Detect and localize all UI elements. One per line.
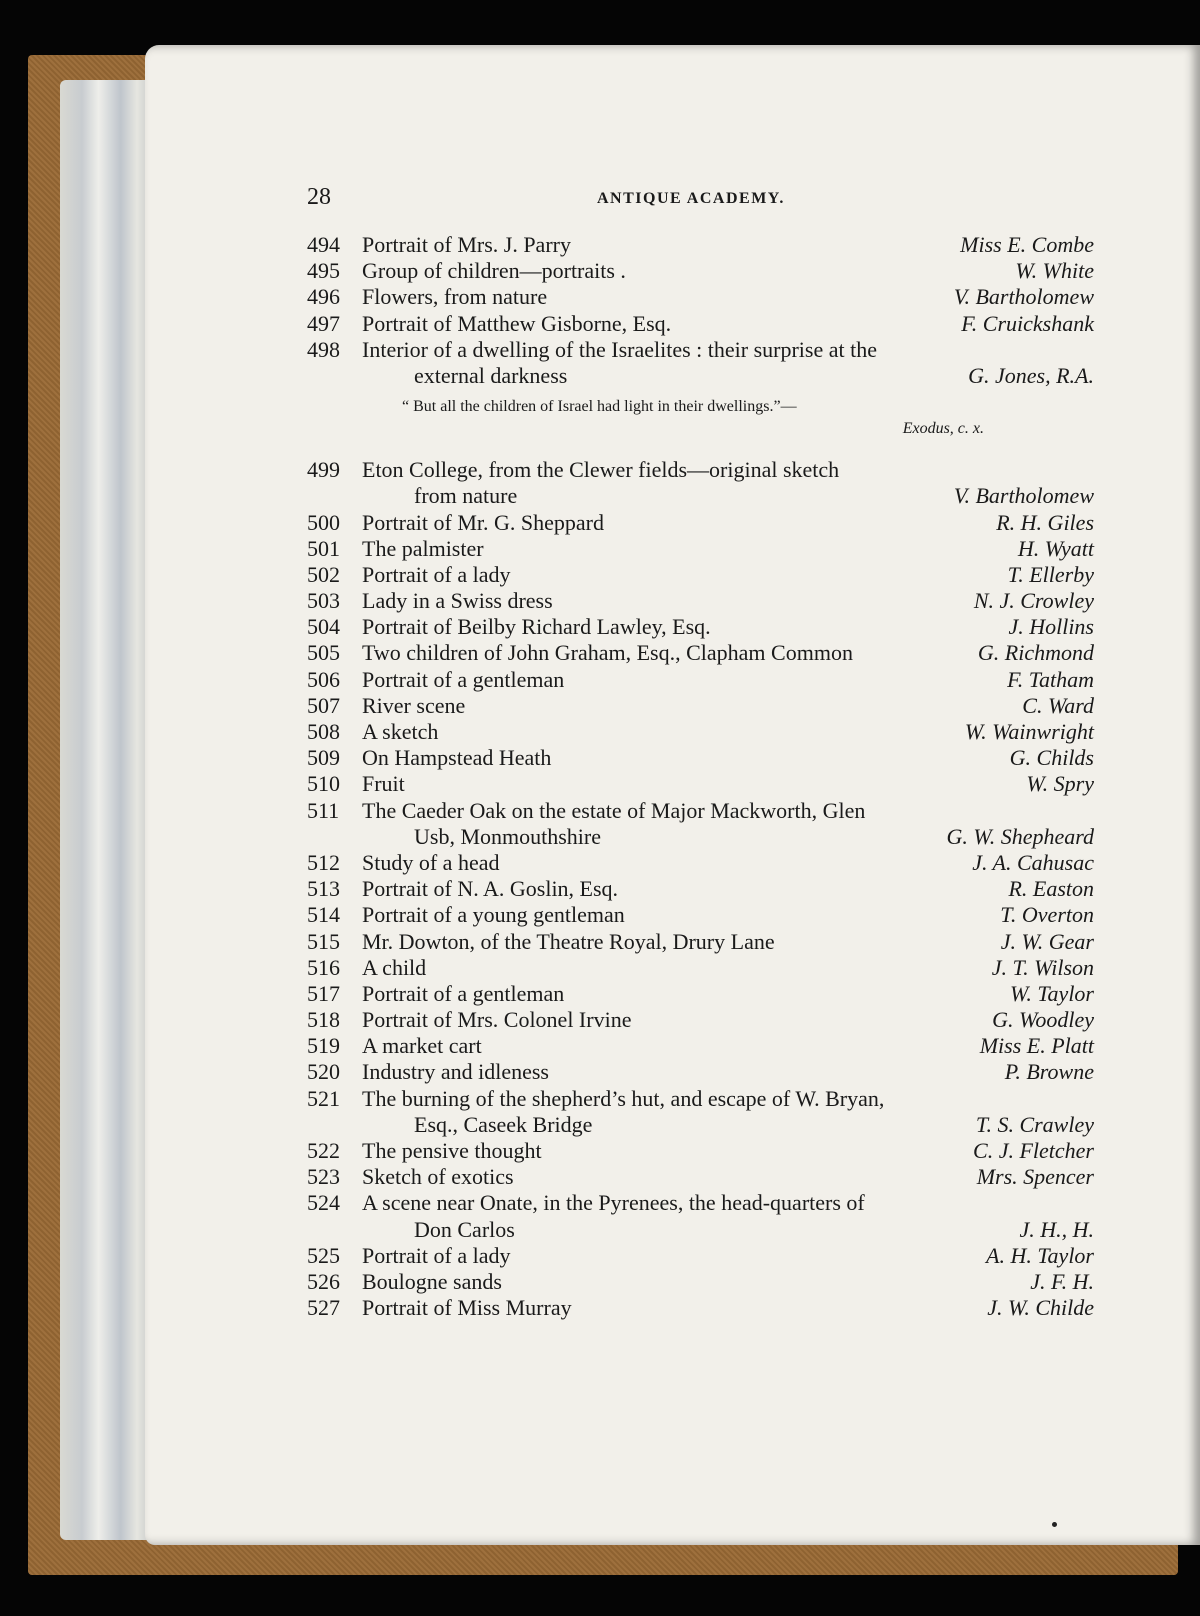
entry-title: Group of children—portraits . [362,258,626,284]
catalogue-entry [307,981,1094,1007]
catalogue-entry [307,745,1094,771]
catalogue-entry [307,876,1094,902]
entry-artist: J. W. Childe [987,1295,1094,1321]
entry-artist: Mrs. Spencer [976,1164,1094,1190]
entry-number: 511 [307,797,340,823]
catalogue-entry [307,284,1094,310]
entry-title: Lady in a Swiss dress [362,588,553,614]
catalogue-entry [307,640,1094,666]
catalogue-entry [307,562,1094,588]
entry-title: Esq., Caseek Bridge [414,1111,593,1137]
entry-artist: P. Browne [1004,1059,1094,1085]
entry-artist: V. Bartholomew [953,483,1094,509]
entry-number: 521 [307,1085,340,1111]
catalogue-entry [307,588,1094,614]
entry-title: Mr. Dowton, of the Theatre Royal, Drury Lane [362,928,775,954]
entry-artist: A. H. Taylor [986,1242,1094,1268]
entry-title: The pensive thought [362,1138,542,1163]
catalogue-entry [307,1164,1094,1190]
entry-title: Portrait of Miss Murray [362,1295,572,1321]
entry-artist: J. Hollins [1008,614,1094,640]
entry-title: On Hampstead Heath [362,745,552,771]
catalogue-entry [307,510,1094,536]
catalogue-entry [307,614,1094,640]
entry-number: 515 [307,928,340,954]
catalogue-entry [307,363,1094,389]
entry-artist: J. H., H. [1019,1216,1094,1242]
entry-title: Interior of a dwelling of the Israelites : their surprise at the [362,336,877,362]
entry-title: Portrait of a lady [362,1242,511,1268]
entry-number: 523 [307,1164,340,1190]
catalogue-entry [307,1007,1094,1033]
catalogue-entry [307,667,1094,693]
catalogue-entry [307,483,1094,509]
entry-number: 509 [307,745,340,771]
entry-title: external darkness [414,362,568,388]
entry-title: Portrait of Matthew Gisborne, Esq. [362,310,672,336]
entry-number: 505 [307,640,340,666]
entry-title: Study of a head [362,849,500,875]
entry-number: 512 [307,849,340,875]
entry-artist: J. T. Wilson [991,954,1094,980]
entry-number: 524 [307,1190,340,1216]
entry-artist: G. Childs [1009,745,1094,771]
catalogue-entry [307,771,1094,797]
entry-number: 508 [307,719,340,744]
entry-number: 507 [307,692,340,718]
catalogue-entry [307,1138,1094,1164]
entry-number: 506 [307,666,340,692]
entry-number: 510 [307,771,340,797]
entry-artist: W. Taylor [1010,980,1094,1006]
entry-number: 514 [307,902,340,928]
entry-title: Portrait of a gentleman [362,666,565,692]
page-header [307,184,1094,214]
catalogue-entry [307,232,1094,258]
catalogue-entry [307,1295,1094,1321]
entry-number: 527 [307,1295,340,1321]
entry-title: Industry and idleness [362,1059,549,1085]
entry-title: The palmister [362,535,484,561]
catalogue-entry [307,457,1094,483]
catalogue-entry [307,1269,1094,1295]
entry-title: A sketch [362,719,439,744]
catalogue-entry [307,1243,1094,1269]
entry-title: The burning of the shepherd’s hut, and escape of W. Bryan, [362,1085,885,1111]
catalogue-entry [307,1086,1094,1112]
entry-title: Portrait of a young gentleman [362,902,625,928]
catalogue-entry [307,1112,1094,1138]
catalogue-entries [307,232,1094,1321]
entry-title: Don Carlos [414,1216,515,1242]
catalogue-entry [307,258,1094,284]
entry-artist: F. Tatham [1007,666,1094,692]
entry-title: Two children of John Graham, Esq., Clapham Common [362,640,853,666]
entry-artist: W. Spry [1026,771,1094,797]
entry-artist: Miss E. Platt [979,1033,1094,1059]
catalogue-entry [307,337,1094,363]
entry-number: 496 [307,284,340,310]
entry-title: A child [362,954,427,980]
entry-number: 504 [307,614,340,640]
entry-artist: W. Wainwright [964,719,1094,744]
entry-number: 520 [307,1059,340,1085]
catalogue-entry [307,1217,1094,1243]
entry-number: 526 [307,1268,340,1294]
page-mark [1052,1522,1057,1527]
entry-artist: R. Easton [1008,876,1094,902]
entry-artist: G. W. Shepheard [946,823,1094,849]
entry-title: from nature [414,483,518,509]
catalogue-entry [307,902,1094,928]
entry-title: Portrait of a gentleman [362,980,565,1006]
entry-number: 525 [307,1242,340,1268]
entry-artist: T. Ellerby [1007,561,1094,587]
entry-number: 498 [307,336,340,362]
catalogue-entry [307,929,1094,955]
entry-title: Portrait of N. A. Goslin, Esq. [362,876,619,902]
entry-number: 501 [307,535,340,561]
catalogue-entry [307,1190,1094,1216]
entry-artist: C. J. Fletcher [973,1138,1094,1163]
entry-artist: J. W. Gear [1000,928,1094,954]
catalogue-entry [307,955,1094,981]
scripture-quote [307,395,1094,449]
entry-number: 495 [307,258,340,284]
catalogue-entry [307,719,1094,745]
entry-artist: T. S. Crawley [975,1111,1094,1137]
entry-artist: C. Ward [1022,692,1094,718]
entry-number: 494 [307,232,340,257]
entry-number: 517 [307,980,340,1006]
entry-title: Portrait of Beilby Richard Lawley, Esq. [362,614,711,640]
catalogue-entry [307,850,1094,876]
entry-artist: N. J. Crowley [973,588,1094,614]
entry-title: Boulogne sands [362,1268,502,1294]
quote-text: “ But all the children of Israel had light in their dwellings.”— [402,398,797,416]
entry-artist: V. Bartholomew [953,284,1094,310]
entry-artist: R. H. Giles [996,509,1094,535]
entry-artist: G. Jones, R.A. [968,362,1094,388]
entry-artist: J. A. Cahusac [972,849,1094,875]
catalogue-entry [307,824,1094,850]
entry-artist: H. Wyatt [1017,535,1094,561]
entry-title: A scene near Onate, in the Pyrenees, the head-quarters of [362,1190,865,1216]
entry-number: 522 [307,1138,340,1163]
entry-title: Portrait of Mrs. Colonel Irvine [362,1007,632,1033]
entry-title: A market cart [362,1033,482,1059]
entry-title: Portrait of a lady [362,561,511,587]
entry-title: Fruit [362,771,405,797]
entry-artist: F. Cruickshank [961,310,1094,336]
entry-artist: Miss E. Combe [960,232,1094,257]
entry-number: 500 [307,509,340,535]
entry-title: The Caeder Oak on the estate of Major Mackworth, Glen [362,797,866,823]
entry-number: 516 [307,954,340,980]
quote-source: Exodus, c. x. [902,420,984,438]
entry-artist: G. Richmond [977,640,1094,666]
entry-number: 519 [307,1033,340,1059]
entry-number: 513 [307,876,340,902]
entry-artist: G. Woodley [992,1007,1094,1033]
entry-title: Usb, Monmouthshire [414,823,601,849]
entry-title: Sketch of exotics [362,1164,514,1190]
entry-number: 502 [307,561,340,587]
page-number: 28 [307,184,331,210]
catalogue-entry [307,1033,1094,1059]
entry-title: Portrait of Mr. G. Sheppard [362,509,604,535]
entry-title: Eton College, from the Clewer fields—original sketch [362,457,840,483]
entry-artist: T. Overton [1000,902,1094,928]
entry-title: Portrait of Mrs. J. Parry [362,232,571,257]
catalogue-entry [307,693,1094,719]
running-title: ANTIQUE ACADEMY. [597,190,785,207]
catalogue-entry [307,1059,1094,1085]
catalogue-entry [307,536,1094,562]
entry-artist: J. F. H. [1030,1268,1094,1294]
catalogue-entry [307,311,1094,337]
entry-number: 503 [307,588,340,614]
entry-number: 499 [307,457,340,483]
entry-title: Flowers, from nature [362,284,548,310]
entry-number: 518 [307,1007,340,1033]
entry-artist: W. White [1015,258,1094,284]
catalogue-entry [307,798,1094,824]
entry-title: River scene [362,692,466,718]
entry-number: 497 [307,310,340,336]
